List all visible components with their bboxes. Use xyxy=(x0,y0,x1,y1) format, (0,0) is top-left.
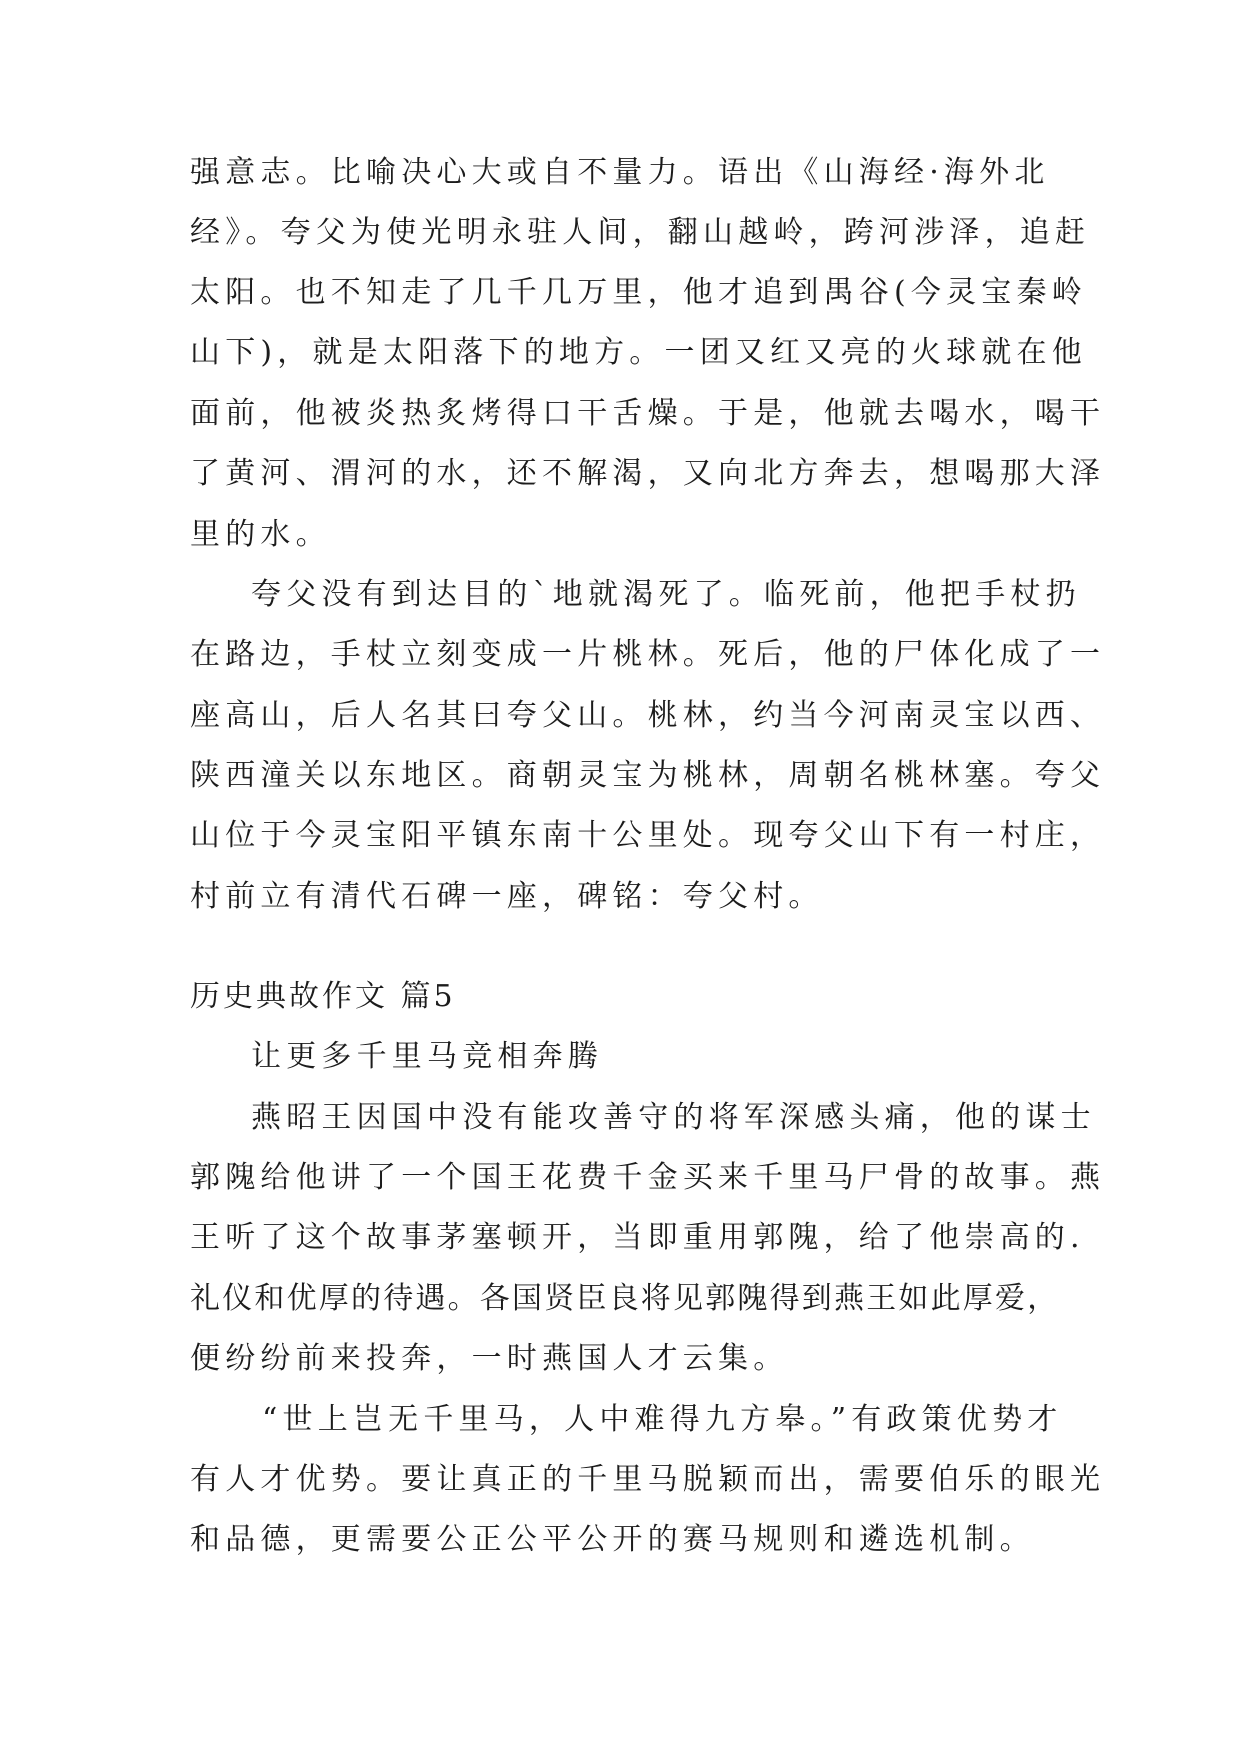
section-heading: 历史典故作文 篇5 xyxy=(190,979,456,1014)
paragraph-3-line-2: 郭隗给他讲了一个国王花费千金买来千里马尸骨的故事。燕 xyxy=(190,1160,1106,1195)
paragraph-2-line-3: 座高山，后人名其曰夸父山。桃林，约当今河南灵宝以西、 xyxy=(190,698,1106,733)
paragraph-4-line-1: “世上岂无千里马，人中难得九方皋。”有政策优势才 xyxy=(262,1402,1063,1437)
paragraph-1-line-4: 山下)，就是太阳落下的地方。一团又红又亮的火球就在他 xyxy=(190,335,1087,370)
article-title: 让更多千里马竞相奔腾 xyxy=(251,1039,603,1074)
paragraph-3-line-5: 便纷纷前来投奔，一时燕国人才云集。 xyxy=(190,1341,789,1376)
paragraph-4-line-3: 和品德，更需要公正公平公开的赛马规则和遴选机制。 xyxy=(190,1522,1035,1557)
paragraph-1-line-2: 经》。夸父为使光明永驻人间，翻山越岭，跨河涉泽，追赶 xyxy=(190,215,1091,250)
paragraph-2-line-2: 在路边，手杖立刻变成一片桃林。死后，他的尸体化成了一 xyxy=(190,637,1106,672)
paragraph-1-line-6: 了黄河、渭河的水，还不解渴，又向北方奔去，想喝那大泽 xyxy=(190,456,1106,491)
paragraph-1-line-5: 面前，他被炎热炙烤得口干舌燥。于是，他就去喝水，喝干 xyxy=(190,396,1106,431)
paragraph-3-line-1: 燕昭王因国中没有能攻善守的将军深感头痛，他的谋士 xyxy=(251,1100,1096,1135)
paragraph-4-line-2: 有人才优势。要让真正的千里马脱颖而出，需要伯乐的眼光 xyxy=(190,1462,1106,1497)
paragraph-1-line-1: 强意志。比喻决心大或自不量力。语出《山海经·海外北 xyxy=(190,155,1050,190)
paragraph-3-line-4: 礼仪和优厚的待遇。各国贤臣良将见郭隗得到燕王如此厚爱， xyxy=(190,1281,1060,1316)
paragraph-2-line-6: 村前立有清代石碑一座，碑铭：夸父村。 xyxy=(190,879,824,914)
paragraph-3-line-3: 王听了这个故事茅塞顿开，当即重用郭隗，给了他崇高的. xyxy=(190,1220,1085,1255)
paragraph-2-line-4: 陕西潼关以东地区。商朝灵宝为桃林，周朝名桃林塞。夸父 xyxy=(190,758,1106,793)
paragraph-2-line-1: 夸父没有到达目的`地就渴死了。临死前，他把手杖扔 xyxy=(251,577,1081,612)
paragraph-2-line-5: 山位于今灵宝阳平镇东南十公里处。现夸父山下有一村庄， xyxy=(190,818,1106,853)
paragraph-1-line-3: 太阳。也不知走了几千几万里，他才追到禺谷(今灵宝秦岭 xyxy=(190,275,1087,310)
paragraph-1-line-7: 里的水。 xyxy=(190,517,331,552)
